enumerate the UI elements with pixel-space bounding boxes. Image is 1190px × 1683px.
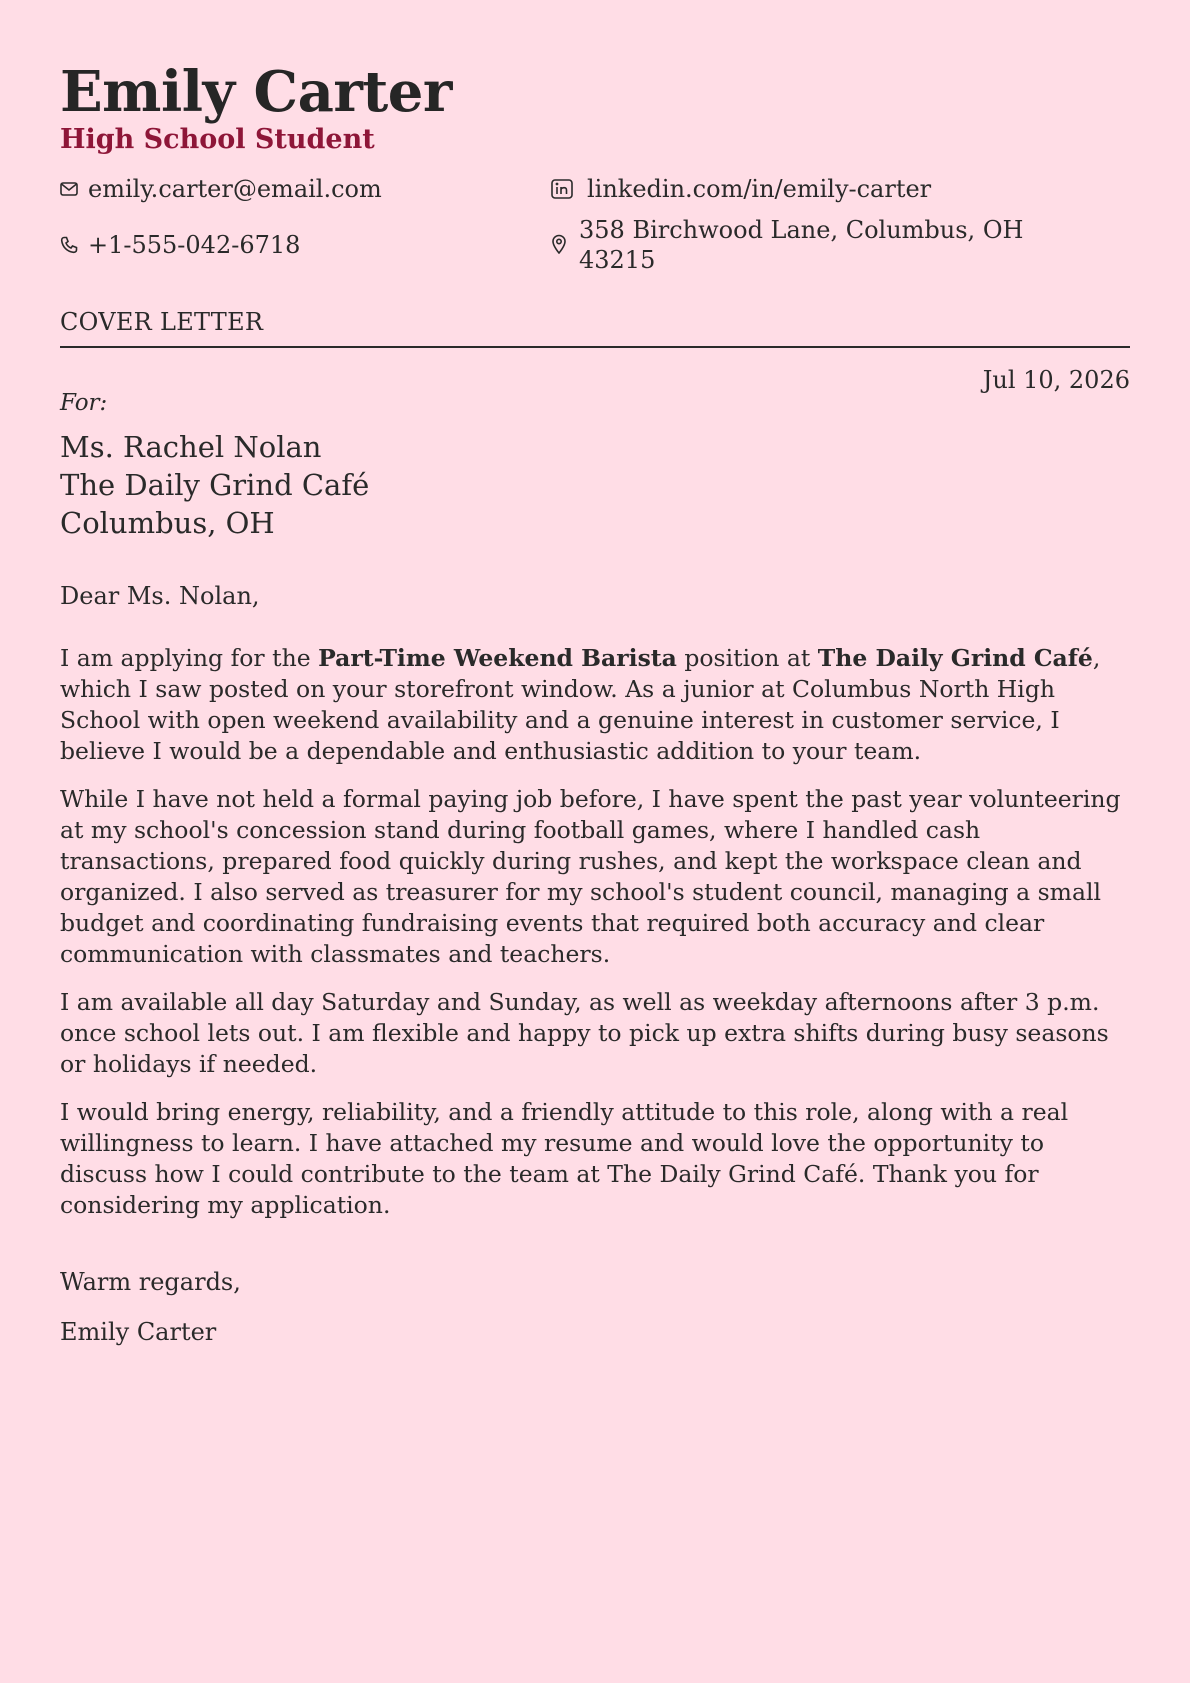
p1-position: Part-Time Weekend Barista [318,644,677,672]
section-divider [60,346,1130,348]
contact-address [551,215,1031,275]
p1-text-c: , which I saw posted on your storefront window. As a junior at Columbus North High School with open weekend availability and a genuine interest in customer service, I believe I would be a dependable and enthusiastic addition to your team. [60,644,1101,765]
recipient-name: Ms. Rachel Nolan [60,430,322,464]
letter-body [60,643,1132,1238]
recipient-block [60,428,369,542]
applicant-name: Emily Carter [60,59,452,125]
body-paragraph-4: I would bring energy, reliability, and a friendly attitude to this role, along with a real willingness to learn. I have attached my resume and would love the opportunity to discuss how I could contribute to the team at The Daily Grind Café. Thank you for considering my application. [60,1098,1069,1219]
contact-email[interactable] [60,174,382,204]
recipient-location: Columbus, OH [60,506,275,540]
contact-phone-text: +1-555-042-6718 [88,231,301,259]
recipient-for-label: For: [60,390,108,416]
address-line-1: 358 Birchwood Lane, Columbus, OH [579,216,1024,244]
contact-linkedin[interactable] [551,174,931,204]
letter-date: Jul 10, 2026 [982,366,1130,394]
phone-icon [60,230,82,260]
closing: Warm regards, [60,1268,241,1296]
p1-text-a: I am applying for the [60,644,319,672]
section-label: COVER LETTER [60,308,264,336]
contact-email-text: emily.carter@email.com [88,175,382,203]
body-paragraph-1 [60,643,1132,767]
location-pin-icon [551,229,573,259]
applicant-role: High School Student [60,124,375,155]
signature: Emily Carter [60,1318,217,1346]
contact-linkedin-text: linkedin.com/in/emily-carter [587,175,932,203]
mail-icon [60,174,82,204]
body-paragraph-3: I am available all day Saturday and Sunday, as well as weekday afternoons after 3 p.m. once school lets out. I am flexible and happy to pick up extra shifts during busy seasons or holidays if needed. [60,988,1109,1078]
address-line-2: 43215 [579,246,656,274]
body-paragraph-2: While I have not held a formal paying job before, I have spent the past year volunteering at my school's concession stand during football games, where I handled cash transactions, prepared food quickly during rushes, and kept the workspace clean and organized. I also served as treasurer for my school's student council, managing a small budget and coordinating fundraising events that required both accuracy and clear communication with classmates and teachers. [60,785,1121,968]
recipient-company: The Daily Grind Café [60,468,370,502]
salutation: Dear Ms. Nolan, [60,582,260,610]
p1-company: The Daily Grind Café [817,644,1093,672]
p1-text-b: position at [676,644,818,672]
contact-phone[interactable] [60,230,300,260]
linkedin-icon [551,174,581,204]
